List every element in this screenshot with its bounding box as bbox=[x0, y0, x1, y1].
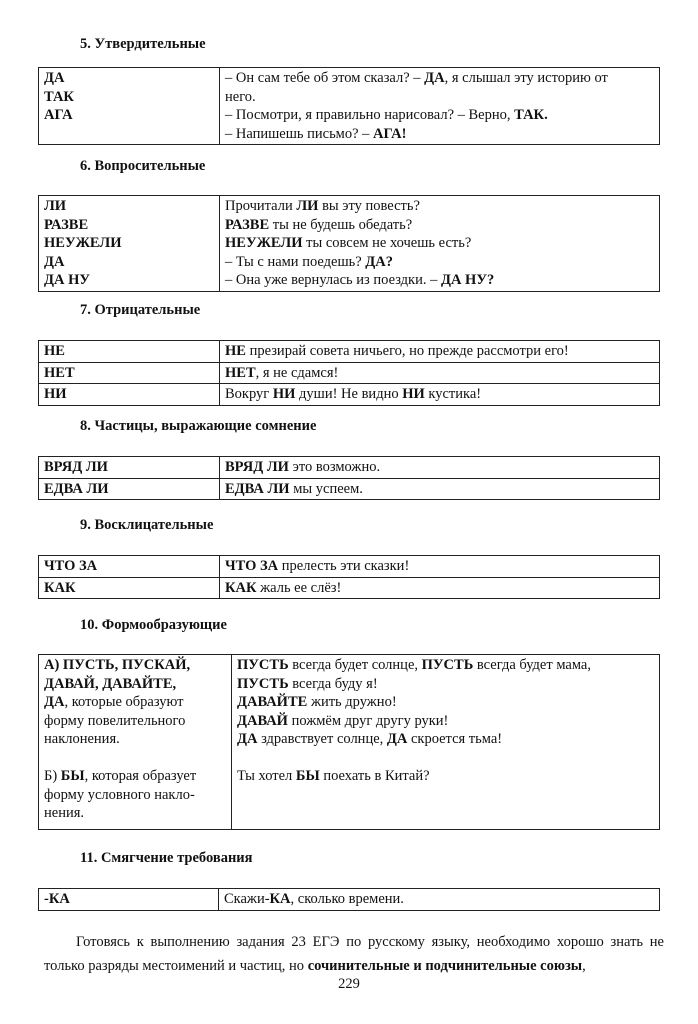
text-segment: нения. bbox=[44, 805, 85, 821]
text-segment: ПУСТЬ bbox=[237, 657, 289, 673]
text-segment: жаль ее слёз! bbox=[256, 579, 342, 596]
table-row bbox=[39, 556, 660, 578]
text-line bbox=[225, 253, 655, 272]
text-segment: НИ bbox=[402, 386, 425, 402]
particles-table bbox=[38, 456, 660, 500]
section-heading: 7. Отрицательные bbox=[80, 302, 201, 318]
text-segment: – Ты с нами поедешь? bbox=[225, 253, 366, 270]
text-line bbox=[44, 730, 227, 749]
text-line bbox=[44, 804, 227, 823]
text-line bbox=[44, 579, 215, 598]
text-segment: наклонения. bbox=[44, 731, 120, 747]
text-segment: здравствует солнце, bbox=[257, 731, 387, 747]
text-segment: всегда будет мама, bbox=[473, 657, 591, 673]
text-segment: НИ bbox=[272, 386, 296, 402]
text-segment: , bbox=[582, 958, 586, 974]
example-cell bbox=[220, 362, 660, 384]
text-line bbox=[44, 253, 215, 272]
example-cell bbox=[220, 341, 660, 363]
particle-cell bbox=[39, 341, 220, 363]
example-cell bbox=[220, 556, 660, 578]
section-heading: 10. Формообразующие bbox=[80, 617, 227, 633]
text-line bbox=[225, 364, 655, 383]
section-heading: 11. Смягчение требования bbox=[80, 850, 253, 866]
text-line bbox=[225, 234, 655, 253]
table-row bbox=[39, 577, 660, 599]
text-segment: , сколько времени. bbox=[290, 891, 404, 907]
text-line bbox=[44, 749, 227, 768]
text-segment: НИ bbox=[44, 386, 67, 402]
particles-table bbox=[38, 888, 660, 911]
example-cell bbox=[232, 655, 660, 830]
text-line bbox=[44, 106, 215, 125]
text-segment: Прочитали bbox=[225, 198, 297, 214]
table-row bbox=[39, 362, 660, 384]
text-line bbox=[44, 786, 227, 805]
text-line bbox=[225, 480, 655, 499]
text-segment: АГА! bbox=[373, 125, 407, 142]
text-segment: , которые образуют bbox=[64, 694, 184, 710]
text-segment: – Он сам тебе об этом сказал? – bbox=[225, 70, 425, 86]
example-cell bbox=[220, 384, 660, 406]
text-segment: прелесть эти сказки! bbox=[278, 558, 410, 574]
table-row bbox=[39, 384, 660, 406]
text-line bbox=[44, 712, 227, 731]
text-segment: Б) bbox=[44, 768, 61, 784]
text-segment: пожмём друг другу руки! bbox=[287, 712, 449, 729]
table-row bbox=[39, 889, 660, 911]
section-heading: 6. Вопросительные bbox=[80, 158, 206, 174]
text-segment: АГА bbox=[44, 107, 73, 123]
text-line bbox=[224, 890, 655, 909]
text-segment: НЕТ bbox=[225, 364, 256, 381]
text-segment: форму условного накло- bbox=[44, 786, 195, 803]
text-line bbox=[44, 480, 215, 499]
particles-table bbox=[38, 555, 660, 599]
example-cell bbox=[220, 196, 660, 292]
text-segment: , которая образует bbox=[84, 768, 197, 784]
text-segment: вы эту повесть? bbox=[318, 198, 420, 214]
text-segment: , я не сдамся! bbox=[255, 364, 339, 381]
text-segment: КА bbox=[269, 891, 291, 907]
text-segment: ДА bbox=[386, 731, 408, 747]
text-segment: жить дружно! bbox=[307, 694, 397, 710]
text-segment: мы успеем. bbox=[289, 480, 363, 497]
particle-cell bbox=[39, 362, 220, 384]
text-line bbox=[237, 767, 655, 786]
text-segment: ВРЯД ЛИ bbox=[44, 459, 108, 475]
table-row bbox=[39, 655, 660, 830]
text-segment: форму повелительного bbox=[44, 712, 186, 729]
text-line bbox=[44, 197, 215, 216]
text-segment: ЛИ bbox=[44, 198, 67, 214]
text-segment: ВРЯД ЛИ bbox=[225, 459, 289, 475]
example-cell bbox=[219, 889, 660, 911]
text-segment: НЕУЖЕЛИ bbox=[225, 235, 303, 251]
particle-cell bbox=[39, 577, 220, 599]
text-segment: Вокруг bbox=[225, 386, 273, 402]
text-segment: ДА bbox=[44, 253, 65, 270]
text-segment: ЕДВА ЛИ bbox=[44, 480, 109, 497]
text-line bbox=[44, 675, 227, 694]
text-segment: НЕУЖЕЛИ bbox=[44, 235, 122, 251]
text-line bbox=[44, 767, 227, 786]
text-segment: сочинительные и подчинительные союзы bbox=[307, 958, 583, 974]
text-segment: ЛИ bbox=[296, 198, 319, 214]
table-row bbox=[39, 196, 660, 292]
text-line bbox=[237, 675, 655, 694]
text-segment: презирай совета ничьего, но прежде рассмотри его! bbox=[245, 343, 569, 359]
table-row bbox=[39, 341, 660, 363]
text-line bbox=[225, 69, 655, 88]
text-segment: НЕТ bbox=[44, 364, 75, 381]
particles-table bbox=[38, 654, 660, 830]
text-line bbox=[225, 216, 655, 235]
text-segment: КАК bbox=[44, 579, 76, 596]
particle-cell bbox=[39, 556, 220, 578]
text-segment: него. bbox=[225, 88, 256, 105]
particle-cell bbox=[39, 478, 220, 500]
text-line bbox=[44, 656, 227, 675]
text-segment: ДА? bbox=[365, 253, 393, 270]
text-line bbox=[225, 342, 655, 361]
text-line bbox=[44, 385, 215, 404]
text-line bbox=[225, 557, 655, 576]
text-segment: скроется тьма! bbox=[407, 731, 503, 747]
text-segment: ЧТО ЗА bbox=[44, 558, 98, 574]
text-line bbox=[237, 656, 655, 675]
example-cell bbox=[220, 68, 660, 145]
text-line bbox=[225, 106, 655, 125]
text-line bbox=[44, 69, 215, 88]
text-segment: ДА НУ bbox=[44, 272, 90, 288]
text-line bbox=[225, 385, 655, 404]
text-line bbox=[225, 125, 655, 144]
particle-cell bbox=[39, 68, 220, 145]
text-line bbox=[44, 364, 215, 383]
text-segment: ДАВАЙ bbox=[237, 712, 288, 729]
text-segment: Скажи- bbox=[224, 891, 270, 907]
particles-table bbox=[38, 195, 660, 292]
text-line bbox=[237, 712, 655, 731]
text-segment: РАЗВЕ bbox=[44, 216, 89, 233]
particle-cell bbox=[39, 655, 232, 830]
particles-table bbox=[38, 67, 660, 145]
text-line bbox=[237, 730, 655, 749]
text-line bbox=[44, 693, 227, 712]
example-cell bbox=[220, 577, 660, 599]
text-segment: ты совсем не хочешь есть? bbox=[302, 235, 472, 251]
text-segment: -КА bbox=[44, 891, 70, 907]
text-segment: БЫ bbox=[295, 768, 320, 784]
text-segment: ЕДВА ЛИ bbox=[225, 480, 290, 497]
text-segment: КАК bbox=[225, 579, 257, 596]
text-line bbox=[44, 342, 215, 361]
text-segment: – Она уже вернулась из поездки. – bbox=[225, 272, 441, 288]
text-line bbox=[44, 890, 214, 909]
text-segment: ПУСТЬ bbox=[421, 657, 474, 673]
section-heading: 5. Утвердительные bbox=[80, 36, 206, 52]
text-segment: Ты хотел bbox=[237, 768, 296, 784]
particle-cell bbox=[39, 889, 219, 911]
text-segment: ТАК. bbox=[514, 107, 548, 123]
text-line bbox=[225, 271, 655, 290]
text-segment: ПУСТЬ bbox=[237, 675, 289, 692]
table-row bbox=[39, 457, 660, 479]
body-paragraph bbox=[44, 930, 664, 978]
text-segment: ДА bbox=[44, 70, 65, 86]
text-line bbox=[225, 579, 655, 598]
text-segment: всегда будет солнце, bbox=[288, 657, 422, 673]
text-line bbox=[44, 557, 215, 576]
text-line bbox=[225, 458, 655, 477]
text-segment: всегда буду я! bbox=[288, 675, 378, 692]
text-segment: – Посмотри, я правильно нарисовал? – Верно, bbox=[225, 107, 515, 123]
text-segment: поехать в Китай? bbox=[319, 768, 430, 784]
text-segment: ДА bbox=[424, 70, 445, 86]
text-segment: ДА НУ? bbox=[440, 272, 495, 288]
example-cell bbox=[220, 478, 660, 500]
text-segment: кустика! bbox=[424, 386, 482, 402]
particle-cell bbox=[39, 384, 220, 406]
text-segment: РАЗВЕ bbox=[225, 216, 270, 233]
text-segment: НЕ bbox=[44, 343, 65, 359]
text-segment: , я слышал эту историю от bbox=[444, 70, 608, 86]
table-row bbox=[39, 68, 660, 145]
particles-table bbox=[38, 340, 660, 406]
particle-cell bbox=[39, 457, 220, 479]
text-segment: А) ПУСТЬ, ПУСКАЙ, bbox=[44, 657, 191, 673]
text-line bbox=[237, 749, 655, 768]
text-line bbox=[44, 271, 215, 290]
section-heading: 8. Частицы, выражающие сомнение bbox=[80, 418, 317, 434]
text-segment: ДАВАЙ, ДАВАЙТЕ, bbox=[44, 675, 177, 692]
section-heading: 9. Восклицательные bbox=[80, 517, 214, 533]
text-segment: Готовясь к выполнению задания 23 ЕГЭ по русскому языку, необходимо хорошо знать не только разряды местоимений и частиц, но bbox=[44, 934, 664, 974]
text-segment: ДА bbox=[44, 694, 65, 710]
text-segment: ДА bbox=[237, 731, 258, 747]
text-line bbox=[225, 88, 655, 107]
text-segment: ДАВАЙТЕ bbox=[237, 694, 308, 710]
text-segment: БЫ bbox=[60, 768, 85, 784]
text-line bbox=[44, 88, 215, 107]
page-number: 229 bbox=[338, 976, 360, 992]
text-line bbox=[44, 234, 215, 253]
text-line bbox=[237, 693, 655, 712]
text-line bbox=[44, 216, 215, 235]
text-segment: ТАК bbox=[44, 88, 74, 105]
particle-cell bbox=[39, 196, 220, 292]
text-segment: это возможно. bbox=[288, 459, 381, 475]
example-cell bbox=[220, 457, 660, 479]
text-segment: ЧТО ЗА bbox=[225, 558, 279, 574]
text-segment: – Напишешь письмо? – bbox=[225, 125, 374, 142]
text-segment: ты не будешь обедать? bbox=[269, 216, 413, 233]
table-row bbox=[39, 478, 660, 500]
text-line bbox=[44, 458, 215, 477]
text-line bbox=[225, 197, 655, 216]
text-segment: души! Не видно bbox=[295, 386, 403, 402]
text-segment: НЕ bbox=[225, 343, 246, 359]
